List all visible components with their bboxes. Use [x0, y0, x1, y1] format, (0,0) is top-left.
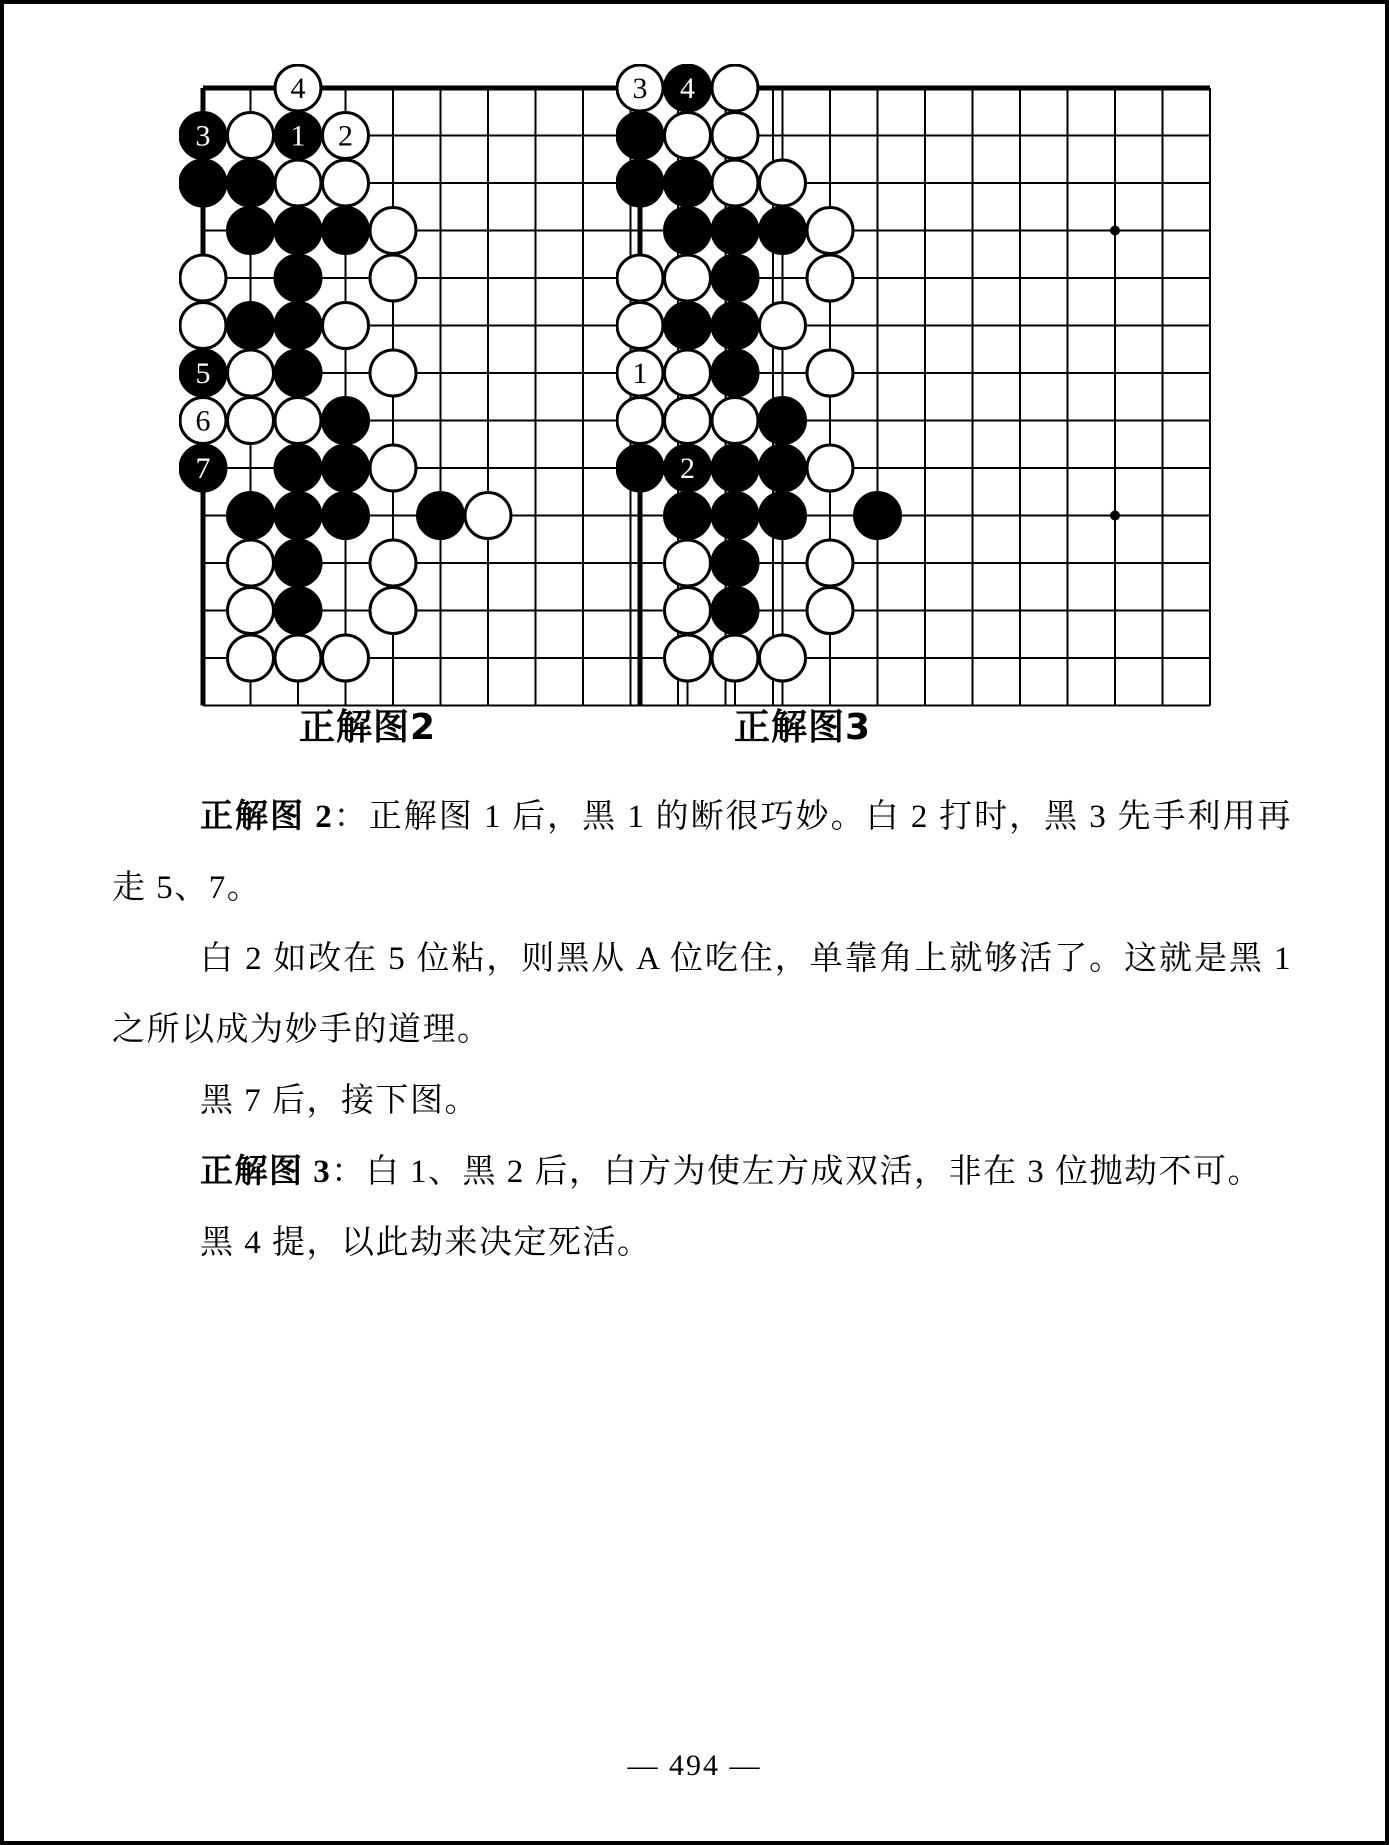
paragraph-4 [112, 1137, 1292, 1208]
go-stone-black[interactable] [665, 65, 711, 111]
move-number: 1 [290, 119, 306, 153]
go-stone-white[interactable] [323, 160, 369, 206]
go-stone-white[interactable] [712, 113, 758, 159]
go-stone-black[interactable] [855, 493, 901, 539]
go-stone-white[interactable] [712, 160, 758, 206]
go-stone-white[interactable] [617, 255, 663, 301]
go-stone-white[interactable] [370, 588, 416, 634]
go-stone-white[interactable] [370, 208, 416, 254]
move-number: 6 [195, 404, 211, 438]
go-stone-black[interactable] [180, 445, 226, 491]
move-number: 2 [338, 119, 353, 153]
paragraph-4-text: ：白 1、黑 2 后，白方为使左方成双活，非在 3 位抛劫不可。 [331, 1154, 1262, 1190]
go-stone-white[interactable] [370, 255, 416, 301]
go-stone-black[interactable] [275, 303, 321, 349]
go-stone-black[interactable] [712, 540, 758, 586]
go-diagrams [4, 4, 1389, 884]
go-stone-white[interactable] [760, 160, 806, 206]
go-stone-white[interactable] [665, 540, 711, 586]
go-stone-black[interactable] [180, 160, 226, 206]
go-stone-black[interactable] [180, 113, 226, 159]
go-stone-white[interactable] [323, 113, 369, 159]
go-stone-black[interactable] [665, 445, 711, 491]
move-number: 4 [680, 72, 695, 105]
go-stone-white[interactable] [760, 303, 806, 349]
go-stone-black[interactable] [418, 493, 464, 539]
go-stone-black[interactable] [760, 208, 806, 254]
go-stone-white[interactable] [807, 350, 853, 396]
go-stone-white[interactable] [370, 540, 416, 586]
paragraph-3: 黑 7 后，接下图。 [200, 1083, 479, 1119]
go-stone-white[interactable] [665, 350, 711, 396]
paragraph-4-lead: 正解图 3 [200, 1154, 332, 1190]
go-stone-white[interactable] [712, 398, 758, 444]
go-stone-black[interactable] [665, 493, 711, 539]
go-stone-white[interactable] [807, 255, 853, 301]
paragraph-1 [112, 782, 1292, 924]
go-stone-white[interactable] [370, 350, 416, 396]
go-stone-white[interactable] [228, 350, 274, 396]
star-point [1110, 226, 1120, 236]
go-stone-white[interactable] [228, 398, 274, 444]
go-stone-black[interactable] [275, 588, 321, 634]
go-stone-white[interactable] [617, 303, 663, 349]
go-stone-white[interactable] [323, 635, 369, 681]
go-stone-white[interactable] [807, 588, 853, 634]
move-number: 7 [195, 452, 211, 485]
move-number: 3 [632, 72, 648, 105]
go-stone-white[interactable] [180, 398, 226, 444]
go-stone-black[interactable] [228, 208, 274, 254]
go-stone-black[interactable] [617, 445, 663, 491]
go-stone-black[interactable] [228, 493, 274, 539]
go-stone-white[interactable] [760, 635, 806, 681]
go-stone-black[interactable] [228, 160, 274, 206]
go-stone-white[interactable] [228, 113, 274, 159]
go-stone-white[interactable] [712, 635, 758, 681]
move-number: 4 [290, 72, 306, 105]
go-stone-black[interactable] [712, 208, 758, 254]
page-inner [4, 4, 1385, 1841]
go-stone-black[interactable] [275, 445, 321, 491]
go-stone-white[interactable] [617, 350, 663, 396]
go-stone-black[interactable] [323, 208, 369, 254]
go-stone-white[interactable] [807, 208, 853, 254]
go-stone-black[interactable] [760, 493, 806, 539]
go-stone-white[interactable] [370, 445, 416, 491]
go-stone-black[interactable] [665, 208, 711, 254]
paragraph-2: 白 2 如改在 5 位粘，则黑从 A 位吃住，单靠角上就够活了。这就是黑 1 之所以成为妙手的道理。 [112, 941, 1292, 1048]
star-point [1110, 511, 1120, 521]
go-stone-black[interactable] [275, 350, 321, 396]
go-stone-white[interactable] [665, 588, 711, 634]
go-stone-white[interactable] [275, 65, 321, 111]
go-stone-white[interactable] [228, 588, 274, 634]
go-stone-black[interactable] [275, 255, 321, 301]
go-stone-black[interactable] [275, 540, 321, 586]
go-stone-black[interactable] [712, 255, 758, 301]
go-stone-white[interactable] [617, 398, 663, 444]
paragraph-1-text: ：正解图 1 后，黑 1 的断很巧妙。白 2 打时，黑 3 先手利用再走 5、7。 [112, 799, 1293, 906]
go-stone-black[interactable] [323, 398, 369, 444]
go-stone-white[interactable] [275, 160, 321, 206]
go-stone-black[interactable] [712, 588, 758, 634]
go-stone-black[interactable] [275, 208, 321, 254]
go-stone-black[interactable] [323, 445, 369, 491]
go-stone-black[interactable] [617, 113, 663, 159]
go-stone-black[interactable] [180, 350, 226, 396]
go-stone-white[interactable] [465, 493, 511, 539]
go-grid-seikai-3 [616, 64, 1234, 730]
go-stone-black[interactable] [275, 493, 321, 539]
go-stone-white[interactable] [180, 303, 226, 349]
go-stone-white[interactable] [180, 255, 226, 301]
go-stone-black[interactable] [712, 493, 758, 539]
move-number: 2 [680, 452, 695, 485]
move-number: 3 [195, 119, 211, 153]
page-number: — 494 — [627, 1749, 762, 1782]
go-stone-black[interactable] [712, 445, 758, 491]
go-stone-white[interactable] [807, 445, 853, 491]
go-stone-black[interactable] [760, 398, 806, 444]
go-stone-black[interactable] [665, 160, 711, 206]
diagram-caption-left: 正解图2 [299, 707, 437, 748]
go-stone-black[interactable] [275, 113, 321, 159]
go-stone-black[interactable] [228, 303, 274, 349]
go-stone-white[interactable] [712, 65, 758, 111]
paragraph-5: 黑 4 提，以此劫来决定死活。 [200, 1225, 652, 1261]
paragraph-1-lead: 正解图 2 [200, 799, 334, 835]
move-number: 5 [195, 357, 211, 390]
go-stone-white[interactable] [665, 635, 711, 681]
go-stone-black[interactable] [712, 303, 758, 349]
go-stone-white[interactable] [665, 113, 711, 159]
go-stone-white[interactable] [228, 540, 274, 586]
go-stone-white[interactable] [323, 303, 369, 349]
go-board-seikai-3 [616, 64, 1234, 730]
go-stone-white[interactable] [275, 398, 321, 444]
go-stone-white[interactable] [665, 398, 711, 444]
body-text [112, 782, 1292, 1279]
move-number: 1 [632, 357, 648, 390]
go-stone-white[interactable] [617, 65, 663, 111]
go-stone-black[interactable] [760, 445, 806, 491]
go-stone-black[interactable] [617, 160, 663, 206]
go-stone-black[interactable] [665, 303, 711, 349]
go-stone-white[interactable] [228, 635, 274, 681]
go-stone-black[interactable] [323, 493, 369, 539]
go-stone-black[interactable] [712, 350, 758, 396]
go-stone-white[interactable] [275, 635, 321, 681]
go-stone-white[interactable] [665, 255, 711, 301]
diagram-caption-right: 正解图3 [734, 707, 872, 748]
go-stone-white[interactable] [807, 540, 853, 586]
